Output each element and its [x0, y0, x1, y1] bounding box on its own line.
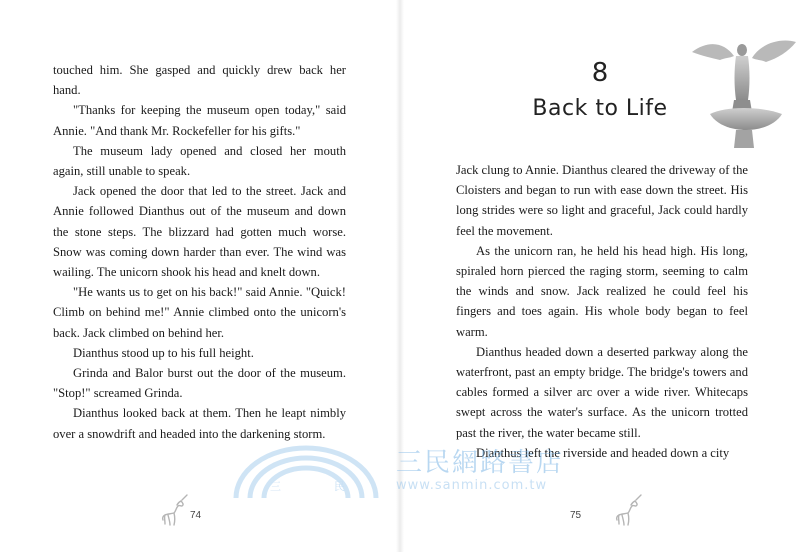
watermark-store-name: 三民網路書店 — [396, 448, 565, 478]
paragraph: Dianthus left the riverside and headed down a city — [476, 445, 730, 460]
unicorn-icon — [160, 494, 190, 528]
watermark-char-2: 民 — [334, 480, 345, 493]
paragraph: touched him. She gasped and quickly drew back her hand. — [53, 63, 346, 98]
paragraph: "Thanks for keeping the museum open today," said Annie. "And thank Mr. Rockefeller for his gifts." — [53, 103, 346, 138]
paragraph: Jack clung to Annie. Dianthus cleared the driveway of the Cloisters and began to run with ease down the street. His long strides were so light and graceful, Jack could hardly feel the movement. — [456, 163, 748, 238]
chapter-number: 8 — [591, 58, 609, 88]
paragraph: Dianthus looked back at them. Then he leapt nimbly over a snowdrift and headed into the darkening storm. — [53, 406, 346, 441]
left-page-text — [53, 60, 346, 444]
paragraph: Jack opened the door that led to the street. Jack and Annie followed Dianthus out of the museum and down the stone steps. The blizzard had gotten much worse. Snow was coming down harder than ever. The wind was wailing. The unicorn shook his head and knelt down. — [53, 184, 346, 280]
paragraph: Grinda and Balor burst out the door of the museum. "Stop!" screamed Grinda. — [53, 366, 346, 401]
angel-fountain-icon — [690, 30, 800, 150]
paragraph: As the unicorn ran, he held his head high. His long, spiraled horn pierced the raging storm, seeming to calm the winds and snow. Jack realized he could feel his fingers and toes again. His whole body began to feel warm. — [456, 243, 748, 339]
chapter-title: Back to Life — [532, 96, 668, 121]
paragraph: Dianthus stood up to his full height. — [73, 345, 254, 360]
watermark-char-1: 三 — [270, 480, 281, 493]
paragraph: The museum lady opened and closed her mouth again, still unable to speak. — [53, 143, 346, 179]
paragraph: Dianthus headed down a deserted parkway along the waterfront, past an empty bridge. The bridge's towers and cables formed a silver arc over a wide river. Whitecaps swept across the water's surface. As the unicorn trotted past the river, the water became still. — [456, 344, 748, 440]
paragraph: "He wants us to get on his back!" said Annie. "Quick! Climb on behind me!" Annie climbed onto the unicorn's back. Jack climbed on behind her. — [53, 285, 346, 340]
page-number-right: 75 — [570, 510, 582, 521]
right-page-text — [456, 160, 748, 463]
unicorn-icon — [614, 494, 644, 528]
watermark-url: www.sanmin.com.tw — [396, 478, 548, 493]
right-page — [400, 0, 800, 552]
page-number-left: 74 — [190, 510, 202, 521]
